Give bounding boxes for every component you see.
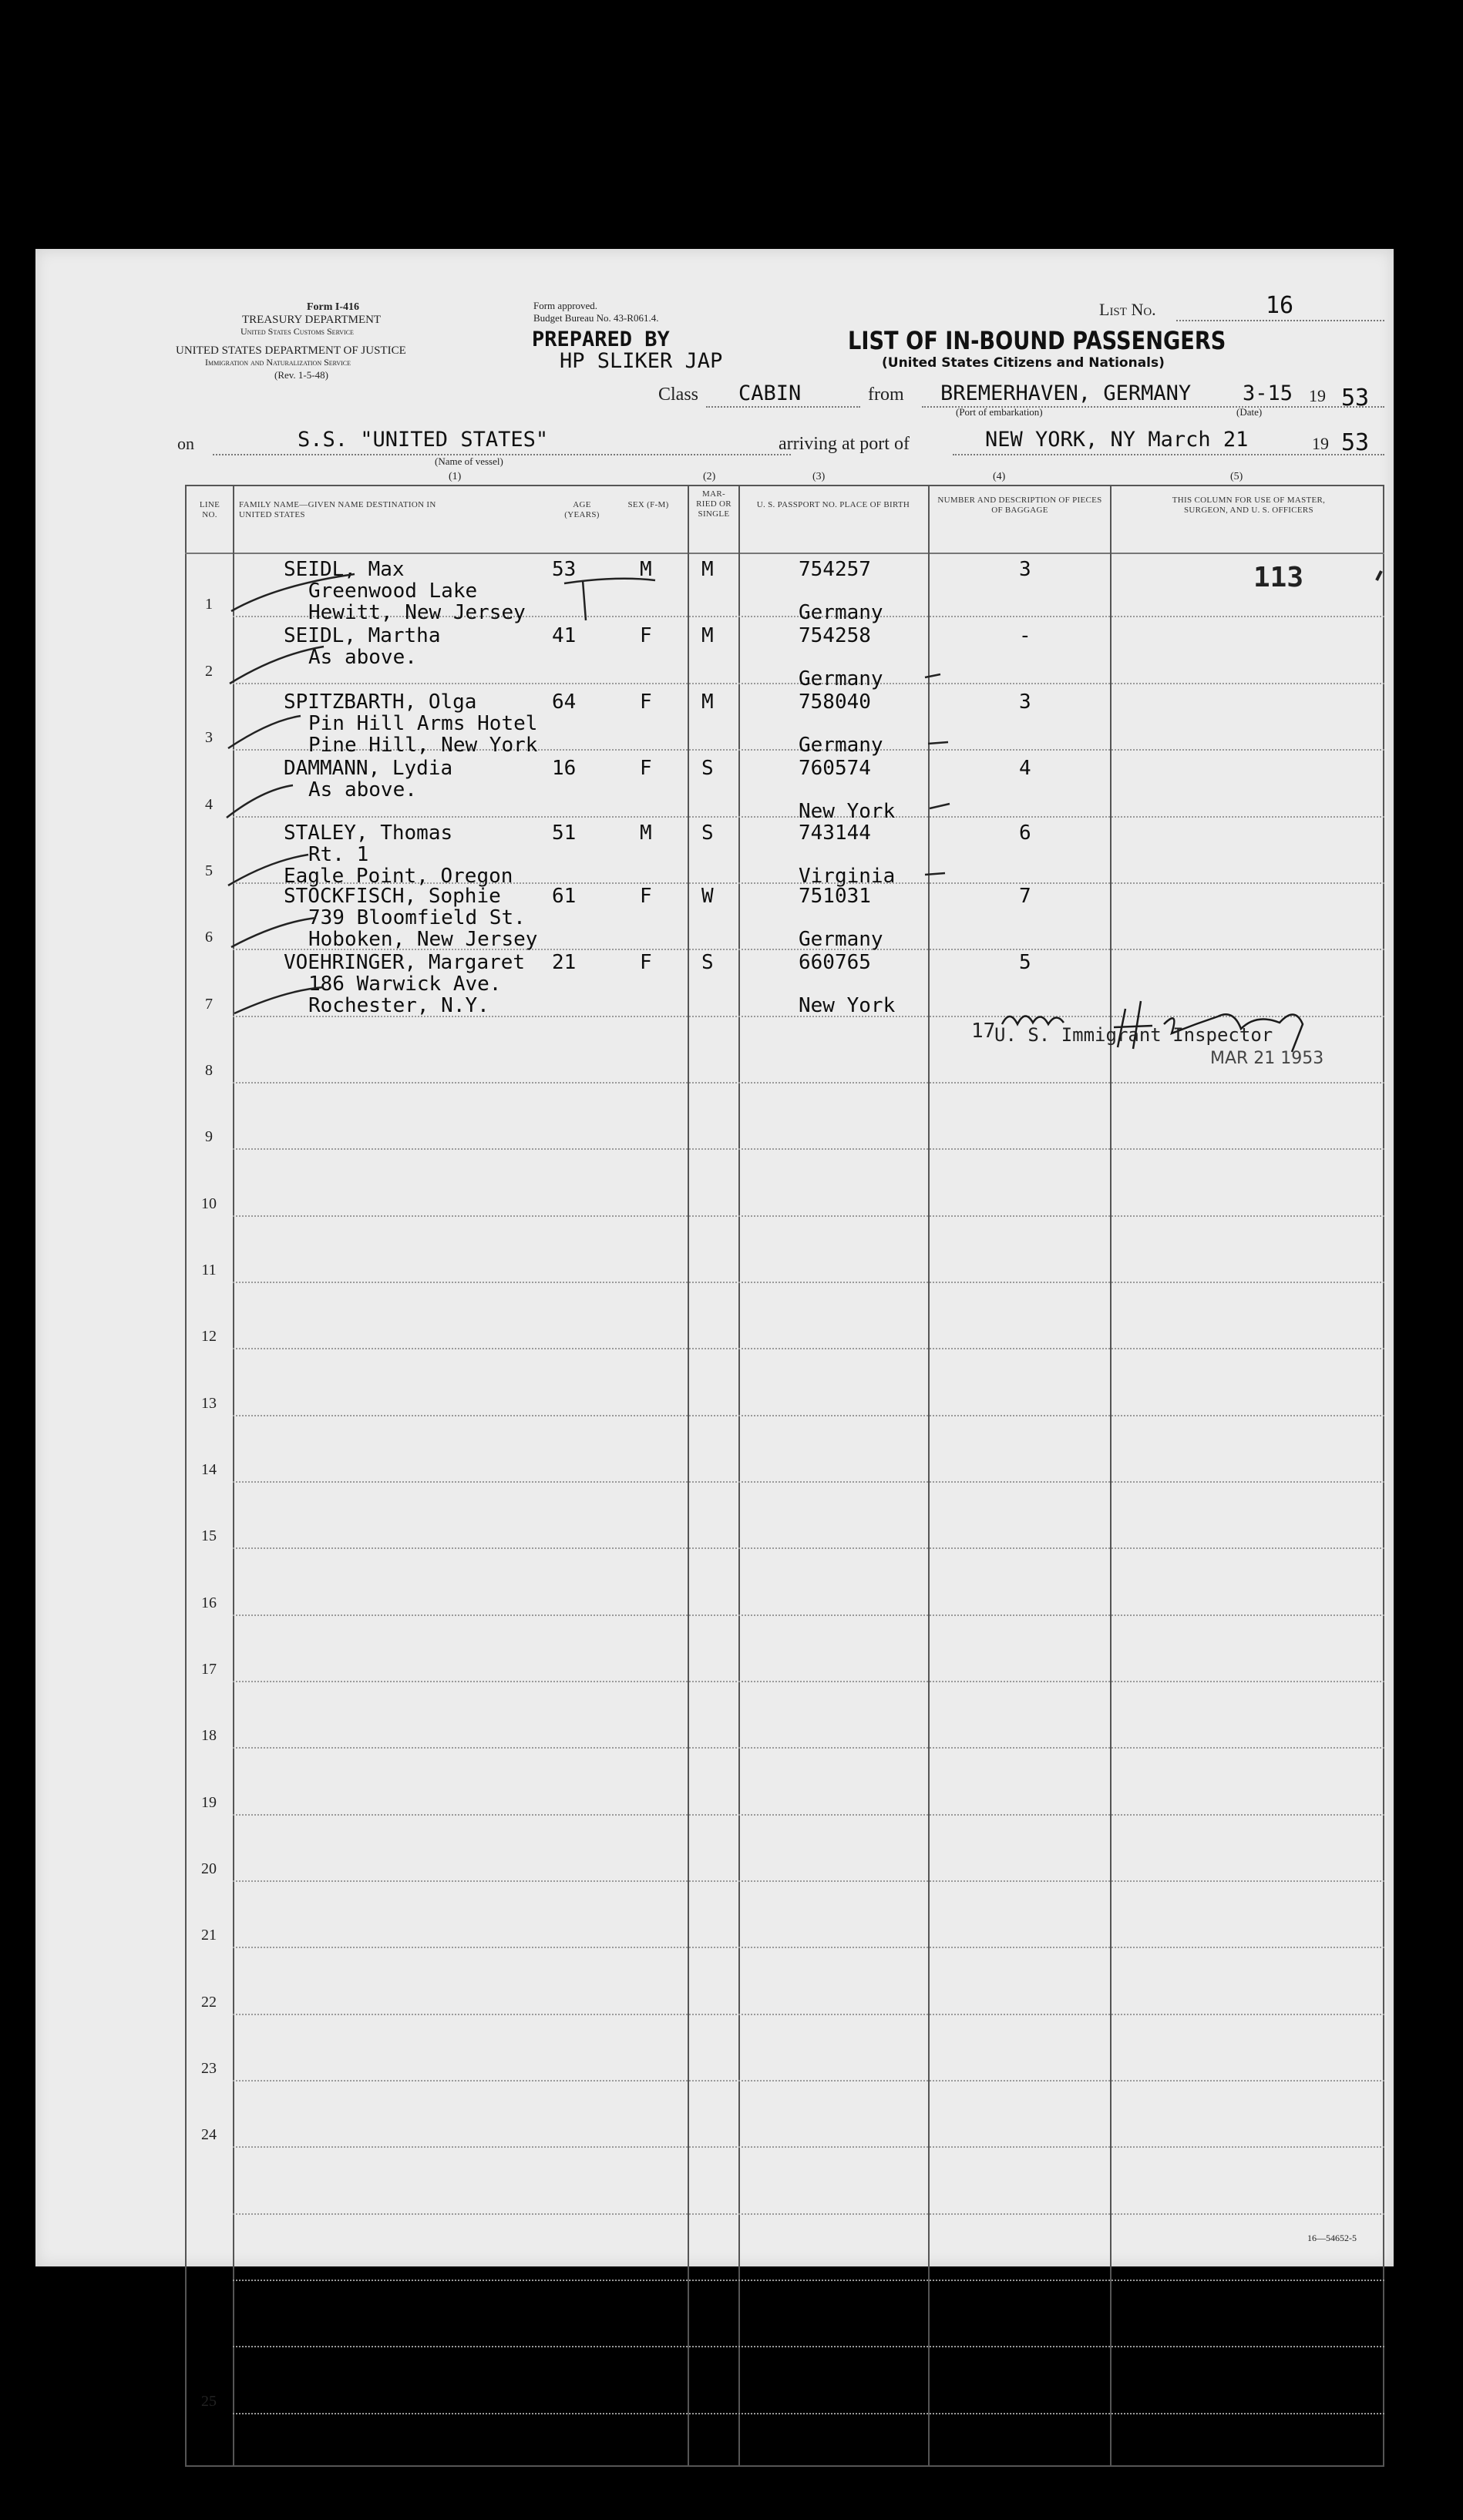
- passenger-name: STALEY, Thomas: [284, 822, 453, 845]
- page-subtitle: (United States Citizens and Nationals): [882, 355, 1165, 371]
- passport-number: 754258: [799, 624, 871, 647]
- passenger-name: DAMMANN, Lydia: [284, 757, 453, 780]
- passenger-marital: W: [701, 885, 714, 908]
- row-rule: [233, 1282, 1384, 1283]
- form-approved: Form approved.: [533, 300, 598, 311]
- passenger-address: As above.: [308, 778, 417, 801]
- passenger-age: 16: [552, 757, 577, 780]
- header-officers: THIS COLUMN FOR USE OF MASTER, SURGEON, AND U. S. OFFICERS: [1172, 496, 1326, 515]
- col-num-4: (4): [993, 471, 1006, 482]
- form-number: Form I-416: [307, 301, 360, 313]
- from-port: BREMERHAVEN, GERMANY: [940, 381, 1192, 405]
- birth-place: Germany: [799, 601, 883, 624]
- birth-place: Germany: [799, 667, 883, 690]
- passenger-sex: M: [640, 558, 652, 581]
- budget-bureau: Budget Bureau No. 43-R061.4.: [533, 312, 659, 324]
- row-rule: [233, 1681, 1384, 1682]
- port-caption: (Port of embarkation): [956, 406, 1043, 418]
- passenger-marital: S: [701, 822, 714, 845]
- passenger-sex: F: [640, 885, 652, 908]
- passenger-name: STOCKFISCH, Sophie: [284, 885, 501, 908]
- line-number: 4: [205, 796, 213, 813]
- passenger-sex: F: [640, 951, 652, 974]
- row-rule: [233, 1215, 1384, 1217]
- row-rule: [233, 1814, 1384, 1816]
- line-number: 14: [201, 1461, 217, 1478]
- passenger-sex: F: [640, 624, 652, 647]
- table-bottom-border: [185, 2465, 1384, 2467]
- prepared-by: HP SLIKER JAP: [560, 349, 723, 373]
- baggage-count: 4: [1019, 757, 1031, 780]
- arriving-label: arriving at port of: [779, 434, 910, 454]
- passenger-name: SEIDL, Martha: [284, 624, 441, 647]
- row-rule: [233, 1148, 1384, 1150]
- passenger-marital: S: [701, 757, 714, 780]
- row-rule: [233, 2346, 1384, 2347]
- row-rule: [233, 2213, 1384, 2215]
- baggage-count: 6: [1019, 822, 1031, 845]
- line-number: 23: [201, 2060, 217, 2077]
- row-rule: [233, 1614, 1384, 1616]
- arrival-underline: [953, 454, 1384, 455]
- row-rule: [233, 1880, 1384, 1882]
- passenger-name: SPITZBARTH, Olga: [284, 690, 477, 714]
- line-number: 10: [201, 1195, 217, 1212]
- passenger-age: 61: [552, 885, 577, 908]
- birth-place: New York: [799, 800, 896, 823]
- line-number: 11: [201, 1262, 217, 1278]
- line-number: 21: [201, 1927, 217, 1944]
- line-number: 17: [201, 1661, 217, 1678]
- col-num-3: (3): [812, 471, 826, 482]
- passenger-address: 739 Bloomfield St.: [308, 906, 526, 929]
- list-no-label: List No.: [1099, 300, 1156, 319]
- treasury-dept: TREASURY DEPARTMENT: [242, 314, 382, 326]
- line-number: 7: [205, 996, 213, 1013]
- ins-service: Immigration and Naturalization Service: [205, 357, 351, 368]
- passenger-address: Rt. 1: [308, 843, 369, 866]
- baggage-count: 7: [1019, 885, 1031, 908]
- passenger-marital: M: [701, 558, 714, 581]
- header-sex: SEX (F-M): [627, 500, 669, 509]
- passenger-table: [185, 485, 1384, 2473]
- inspector-title: U. S. Immigrant Inspector: [994, 1024, 1273, 1046]
- line-number: 13: [201, 1395, 217, 1412]
- row-rule: [233, 1547, 1384, 1549]
- passenger-address: Hewitt, New Jersey: [308, 601, 526, 624]
- line-number: 9: [205, 1128, 213, 1145]
- from-label: from: [868, 385, 904, 405]
- passenger-age: 21: [552, 951, 577, 974]
- year-prefix: 19: [1309, 386, 1326, 405]
- passenger-address: Pin Hill Arms Hotel: [308, 712, 538, 735]
- row-rule: [233, 1947, 1384, 1948]
- arrival-port: NEW YORK, NY March 21: [985, 428, 1249, 452]
- row-rule: [233, 2280, 1384, 2281]
- row-rule: [233, 1481, 1384, 1483]
- class-label: Class: [658, 385, 699, 405]
- line-number: 1: [205, 596, 213, 613]
- passport-number: 758040: [799, 690, 871, 714]
- birth-place: Germany: [799, 928, 883, 951]
- class-value: CABIN: [738, 381, 802, 405]
- class-underline: [706, 406, 860, 408]
- birth-place: New York: [799, 994, 896, 1017]
- from-year: 53: [1341, 385, 1370, 412]
- vessel-caption: (Name of vessel): [435, 455, 503, 467]
- line-number: 5: [205, 862, 213, 879]
- revision: (Rev. 1-5-48): [274, 369, 328, 381]
- passenger-sex: F: [640, 757, 652, 780]
- passenger-address: Eagle Point, Oregon: [284, 865, 513, 888]
- passenger-address: Rochester, N.Y.: [308, 994, 489, 1017]
- vessel-name: S.S. "UNITED STATES": [298, 428, 549, 452]
- baggage-count: 3: [1019, 558, 1031, 581]
- line-number: 8: [205, 1062, 213, 1079]
- manifest-page: [35, 249, 1394, 2410]
- birth-place: Germany: [799, 734, 883, 757]
- baggage-count: 3: [1019, 690, 1031, 714]
- header-name: FAMILY NAME—GIVEN NAME DESTINATION IN UNITED STATES: [239, 500, 436, 519]
- row-rule: [233, 2014, 1384, 2015]
- line-number: 20: [201, 1860, 217, 1877]
- baggage-count: 5: [1019, 951, 1031, 974]
- line-number: 15: [201, 1527, 217, 1544]
- inspector-prefix: 17: [971, 1020, 996, 1043]
- justice-dept: UNITED STATES DEPARTMENT OF JUSTICE: [176, 344, 406, 357]
- line-number: 2: [205, 663, 213, 680]
- passport-number: 743144: [799, 822, 871, 845]
- from-date: 3-15: [1243, 381, 1293, 405]
- header-baggage: NUMBER AND DESCRIPTION OF PIECES OF BAGGAGE: [937, 496, 1102, 515]
- line-number: 19: [201, 1794, 217, 1811]
- passenger-age: 64: [552, 690, 577, 714]
- customs-service: United States Customs Service: [240, 326, 354, 337]
- arrival-year: 53: [1341, 429, 1370, 456]
- passport-number: 660765: [799, 951, 871, 974]
- passenger-address: As above.: [308, 646, 417, 669]
- passenger-address: Pine Hill, New York: [308, 734, 538, 757]
- row-rule: [233, 2413, 1384, 2414]
- line-number: 18: [201, 1727, 217, 1744]
- passport-number: 751031: [799, 885, 871, 908]
- on-label: on: [177, 434, 194, 453]
- passenger-address: Greenwood Lake: [308, 580, 478, 603]
- passenger-age: 53: [552, 558, 577, 581]
- passenger-address: Hoboken, New Jersey: [308, 928, 538, 951]
- passenger-age: 41: [552, 624, 577, 647]
- passenger-name: VOEHRINGER, Margaret: [284, 951, 526, 974]
- passenger-address: 186 Warwick Ave.: [308, 973, 502, 996]
- header-married: MAR-RIED OR SINGLE: [696, 489, 732, 519]
- form-code: 16—54652-5: [1307, 2233, 1357, 2243]
- list-no: 16: [1266, 292, 1294, 319]
- row-rule: [233, 2146, 1384, 2148]
- baggage-count: -: [1019, 624, 1031, 647]
- line-number: 22: [201, 1994, 217, 2011]
- header-line-no: LINE NO.: [199, 500, 220, 519]
- col-num-2: (2): [703, 471, 716, 482]
- birth-place: Virginia: [799, 865, 896, 888]
- passenger-marital: M: [701, 624, 714, 647]
- page-title: LIST OF IN-BOUND PASSENGERS: [848, 326, 1226, 355]
- header-age: AGE (YEARS): [564, 500, 600, 519]
- passport-number: 754257: [799, 558, 871, 581]
- officer-note: 113: [1253, 562, 1304, 593]
- passenger-sex: M: [640, 822, 652, 845]
- prepared-by-label: PREPARED BY: [532, 328, 670, 351]
- date-caption: (Date): [1236, 406, 1263, 418]
- line-number: 12: [201, 1328, 217, 1345]
- passenger-name: SEIDL, Max: [284, 558, 405, 581]
- col-num-1: (1): [449, 471, 462, 482]
- line-number: 25: [201, 2393, 217, 2410]
- passenger-marital: S: [701, 951, 714, 974]
- row-rule: [233, 1415, 1384, 1416]
- row-rule: [233, 1348, 1384, 1349]
- passenger-sex: F: [640, 690, 652, 714]
- passport-number: 760574: [799, 757, 871, 780]
- line-number: 6: [205, 929, 213, 946]
- passenger-age: 51: [552, 822, 577, 845]
- inspector-stamp-date: MAR 21 1953: [1210, 1049, 1324, 1068]
- header-passport: U. S. PASSPORT NO. PLACE OF BIRTH: [756, 500, 910, 509]
- line-number: 24: [201, 2126, 217, 2143]
- line-number: 3: [205, 729, 213, 746]
- row-rule: [233, 2080, 1384, 2082]
- arrival-year-prefix: 19: [1312, 434, 1329, 453]
- line-number: 16: [201, 1594, 217, 1611]
- passenger-marital: M: [701, 690, 714, 714]
- list-no-underline: [1176, 320, 1384, 321]
- col-num-5: (5): [1230, 471, 1243, 482]
- row-rule: [233, 1747, 1384, 1749]
